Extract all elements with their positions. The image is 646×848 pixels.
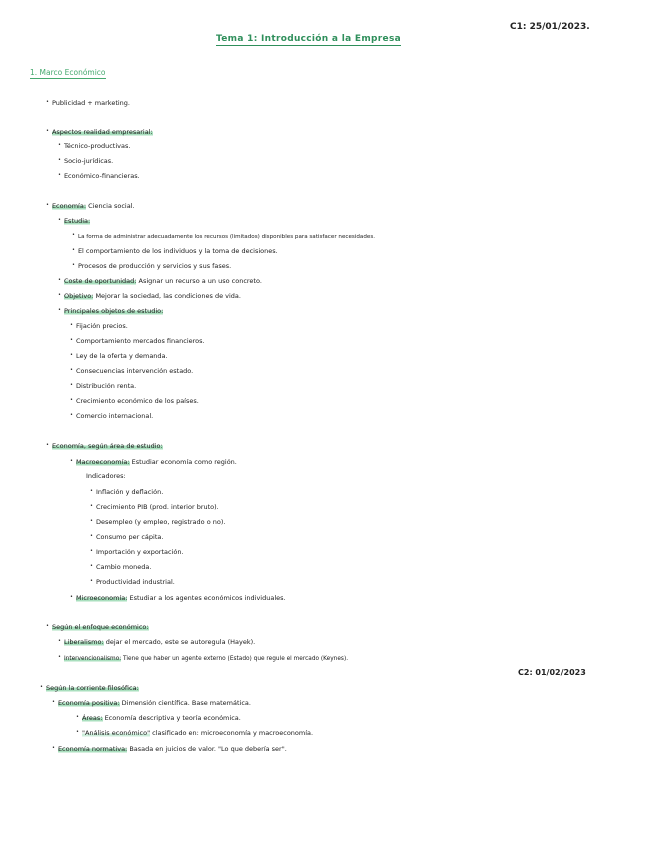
- list-item: Indicadores:: [86, 472, 126, 480]
- list-item: • Ley de la oferta y demanda.: [70, 352, 168, 360]
- list-item: • Distribución renta.: [70, 382, 137, 390]
- list-item: • Consecuencias intervención estado.: [70, 367, 194, 375]
- list-item: • Macroeconomía: Estudiar economía como región.: [70, 458, 237, 466]
- list-item: • Economía, según área de estudio:: [46, 442, 163, 450]
- list-item: • Importación y exportación.: [90, 548, 184, 556]
- list-item: • Principales objetos de estudio:: [58, 307, 164, 315]
- date-session-2: C2: 01/02/2023: [518, 668, 586, 677]
- list-item: • Comercio internacional.: [70, 412, 154, 420]
- list-item: • Inflación y deflación.: [90, 488, 164, 496]
- list-item: • La forma de administrar adecuadamente los recursos (limitados) disponibles para satisfacer necesidades.: [72, 232, 376, 240]
- list-item: • El comportamiento de los individuos y la toma de decisiones.: [72, 247, 278, 255]
- list-item: • Áreas: Economía descriptiva y teoría económica.: [76, 714, 241, 722]
- list-item: • Técnico-productivas.: [58, 142, 131, 150]
- list-item: • Coste de oportunidad: Asignar un recurso a un uso concreto.: [58, 277, 262, 285]
- list-item: • Liberalismo: dejar el mercado, este se autoregula (Hayek).: [58, 638, 256, 646]
- list-item: • "Análisis económico" clasificado en: microeconomía y macroeconomía.: [76, 729, 314, 737]
- list-item: • Publicidad + marketing.: [46, 99, 130, 107]
- list-item: • Intervencionalismo: Tiene que haber un agente externo (Estado) que regule el mercado (Keynes).: [58, 654, 349, 662]
- list-item: • Fijación precios.: [70, 322, 128, 330]
- list-item: • Economía: Ciencia social.: [46, 202, 135, 210]
- list-item: • Economía positiva: Dimensión científica. Base matemática.: [52, 699, 251, 707]
- list-item: • Estudia:: [58, 217, 91, 225]
- list-item: • Microeconomía: Estudiar a los agentes económicos individuales.: [70, 594, 286, 602]
- list-item: • Consumo per cápita.: [90, 533, 164, 541]
- list-item: • Productividad industrial.: [90, 578, 175, 586]
- list-item: • Comportamiento mercados financieros.: [70, 337, 205, 345]
- list-item: • Socio-jurídicas.: [58, 157, 114, 165]
- section-heading-marco-economico: 1. Marco Económico: [30, 68, 106, 77]
- list-item: • Aspectos realidad empresarial:: [46, 128, 153, 136]
- list-item: • Desempleo (y empleo, registrado o no).: [90, 518, 226, 526]
- list-item: • Según la corriente filosófica:: [40, 684, 139, 692]
- page-title: Tema 1: Introducción a la Empresa: [216, 34, 401, 44]
- list-item: • Según el enfoque económico:: [46, 623, 149, 631]
- list-item: • Cambio moneda.: [90, 563, 152, 571]
- list-item: • Crecimiento PIB (prod. interior bruto).: [90, 503, 219, 511]
- date-session-1: C1: 25/01/2023.: [510, 22, 590, 32]
- list-item: • Económico-financieras.: [58, 172, 140, 180]
- list-item: • Crecimiento económico de los países.: [70, 397, 199, 405]
- list-item: • Procesos de producción y servicios y sus fases.: [72, 262, 232, 270]
- list-item: • Objetivo: Mejorar la sociedad, las condiciones de vida.: [58, 292, 241, 300]
- list-item: • Economía normativa: Basada en juicios de valor. "Lo que debería ser".: [52, 745, 287, 753]
